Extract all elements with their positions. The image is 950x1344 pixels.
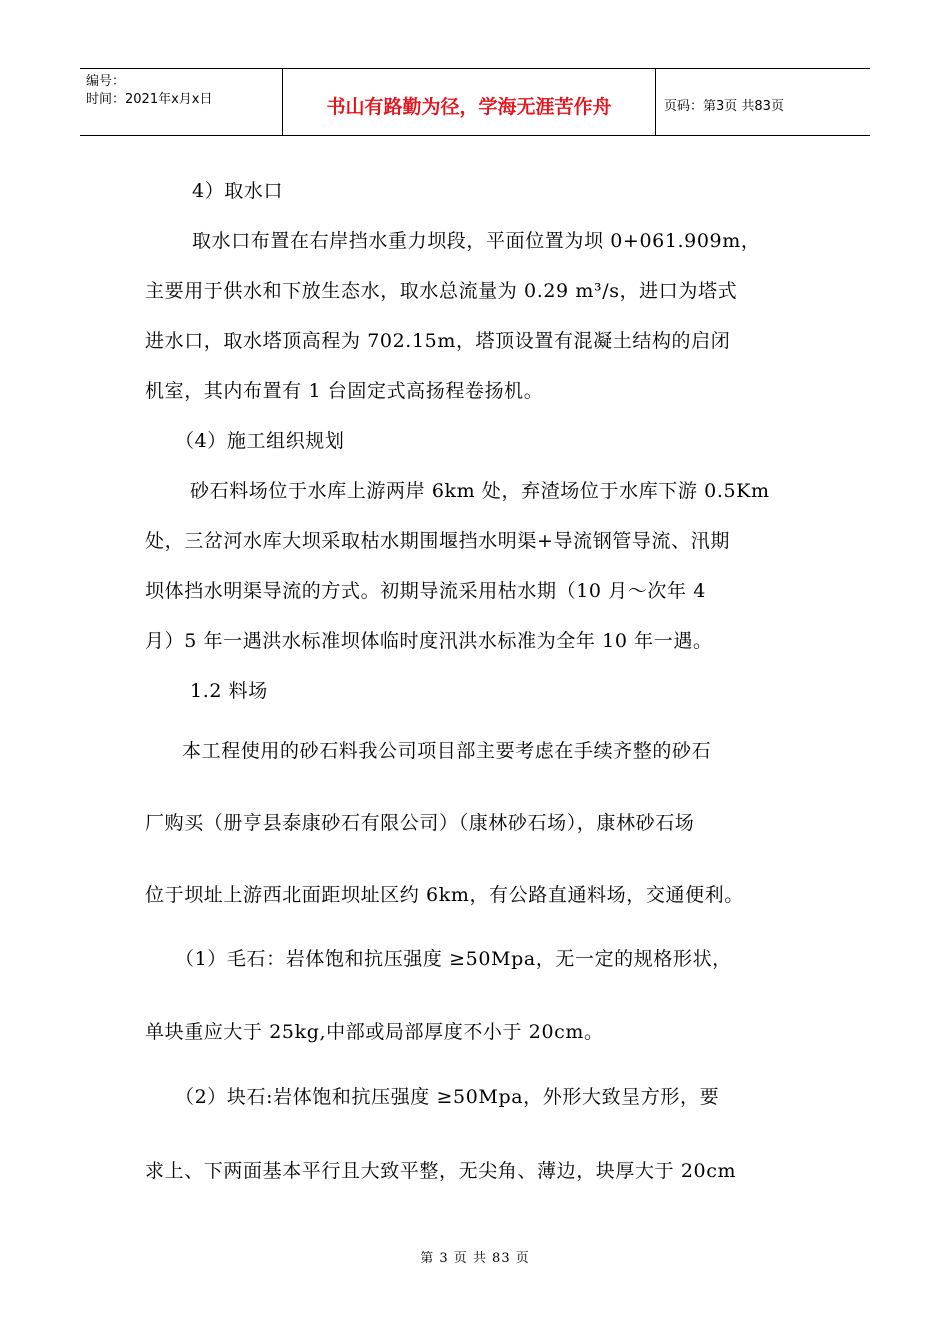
heading-construction-planning: （4）施工组织规划 [175, 430, 345, 452]
heading-water-intake: 4）取水口 [192, 180, 284, 202]
heading-material-yard: 1.2 料场 [190, 680, 268, 702]
paragraph-line: 厂购买（册亨县泰康砂石有限公司）（康林砂石场），康林砂石场 [145, 812, 695, 834]
paragraph-line: 处，三岔河水库大坝采取枯水期围堰挡水明渠+导流钢管导流、汛期 [145, 530, 730, 552]
paragraph-line: 月）5 年一遇洪水标准坝体临时度汛洪水标准为全年 10 年一遇。 [145, 630, 713, 652]
paragraph-line: 单块重应大于 25kg,中部或局部厚度不小于 20cm。 [145, 1021, 604, 1043]
page-header [80, 68, 870, 136]
paragraph-line: 砂石料场位于水库上游两岸 6km 处，弃渣场位于水库下游 0.5Km [190, 480, 770, 502]
paragraph-line: 坝体挡水明渠导流的方式。初期导流采用枯水期（10 月～次年 4 [145, 580, 706, 602]
paragraph-line: （1）毛石：岩体饱和抗压强度 ≥50Mpa，无一定的规格形状， [175, 948, 732, 970]
paragraph-line: 求上、下两面基本平行且大致平整，无尖角、薄边，块厚大于 20cm [145, 1160, 737, 1182]
paragraph-line: 本工程使用的砂石料我公司项目部主要考虑在手续齐整的砂石 [182, 740, 712, 762]
paragraph-line: 主要用于供水和下放生态水，取水总流量为 0.29 m³/s，进口为塔式 [145, 280, 738, 302]
document-number-label: 编号： [86, 74, 126, 89]
header-meta [80, 69, 283, 135]
paragraph-line: 取水口布置在右岸挡水重力坝段，平面位置为坝 0+061.909m， [192, 230, 761, 252]
paragraph-line: 机室，其内布置有 1 台固定式高扬程卷扬机。 [145, 380, 544, 402]
paragraph-line: （2）块石:岩体饱和抗压强度 ≥50Mpa，外形大致呈方形，要 [175, 1086, 720, 1108]
header-page-info: 页码：第3页 共83页 [664, 98, 784, 114]
paragraph-line: 位于坝址上游西北面距坝址区约 6km，有公路直通料场，交通便利。 [145, 884, 744, 906]
document-date-label: 时间：2021年x月x日 [86, 92, 213, 107]
paragraph-line: 进水口，取水塔顶高程为 702.15m，塔顶设置有混凝土结构的启闭 [145, 330, 731, 352]
header-motto: 书山有路勤为径，学海无涯苦作舟 [283, 69, 656, 135]
page-footer: 第 3 页 共 83 页 [420, 1251, 530, 1266]
